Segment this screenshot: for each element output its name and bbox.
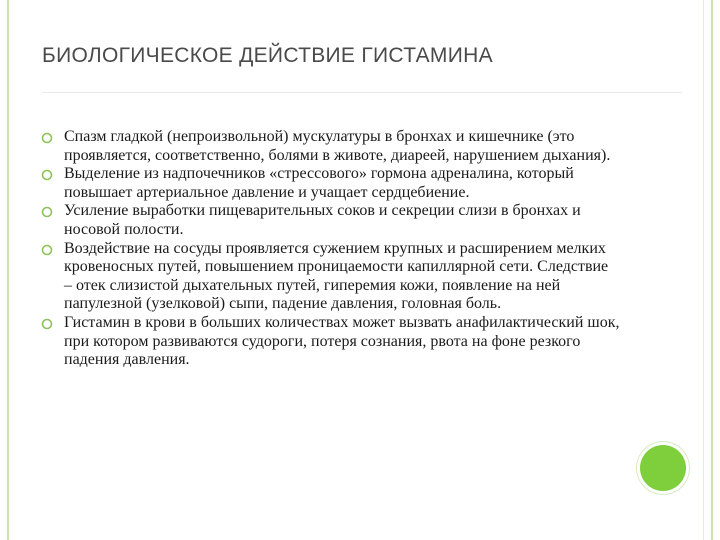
bullet-item [40, 202, 620, 239]
bullet-text: Спазм гладкой (непроизвольной) мускулатуры в бронхах и кишечнике (это проявляется, соответственно, болями в животе, диареей, нарушением дыхания). [64, 128, 611, 164]
bullet-text: Воздействие на сосуды проявляется сужением крупных и расширением мелких кровеносных путей, повышением проницаемости капиллярной сети. Следствие – отек слизистой дыхательных путей, гиперемия кожи, появление на ней папулезной (узелковой) сыпи, падение давления, головная боль. [64, 239, 609, 313]
bullet-item [40, 240, 620, 314]
bullet-item [40, 128, 620, 165]
bullet-text: Выделение из надпочечников «стрессового» гормона адреналина, который повышает артериальное давление и учащает сердцебиение. [64, 165, 574, 201]
slide-title: БИОЛОГИЧЕСКОЕ ДЕЙСТВИЕ ГИСТАМИНА [42, 44, 493, 67]
frame-right-inner-line [703, 0, 704, 540]
title-divider [42, 92, 682, 93]
open-circle-bullet-icon [40, 168, 54, 182]
bullet-list [40, 128, 620, 370]
open-circle-bullet-icon [40, 205, 54, 219]
open-circle-bullet-icon [40, 131, 54, 145]
bullet-item [40, 165, 620, 202]
bullet-item [40, 314, 620, 370]
open-circle-bullet-icon [40, 243, 54, 257]
open-circle-bullet-icon [40, 317, 54, 331]
bullet-text: Усиление выработки пищеварительных соков и секреции слизи в бронхах и носовой полости. [64, 202, 581, 238]
accent-circle [640, 445, 686, 491]
frame-right-outer-line [711, 0, 713, 540]
frame-left-line [7, 0, 9, 540]
bullet-text: Гистамин в крови в больших количествах может вызвать анафилактический шок, при котором развиваются судороги, потеря сознания, рвота на фоне резкого падения давления. [64, 313, 620, 369]
